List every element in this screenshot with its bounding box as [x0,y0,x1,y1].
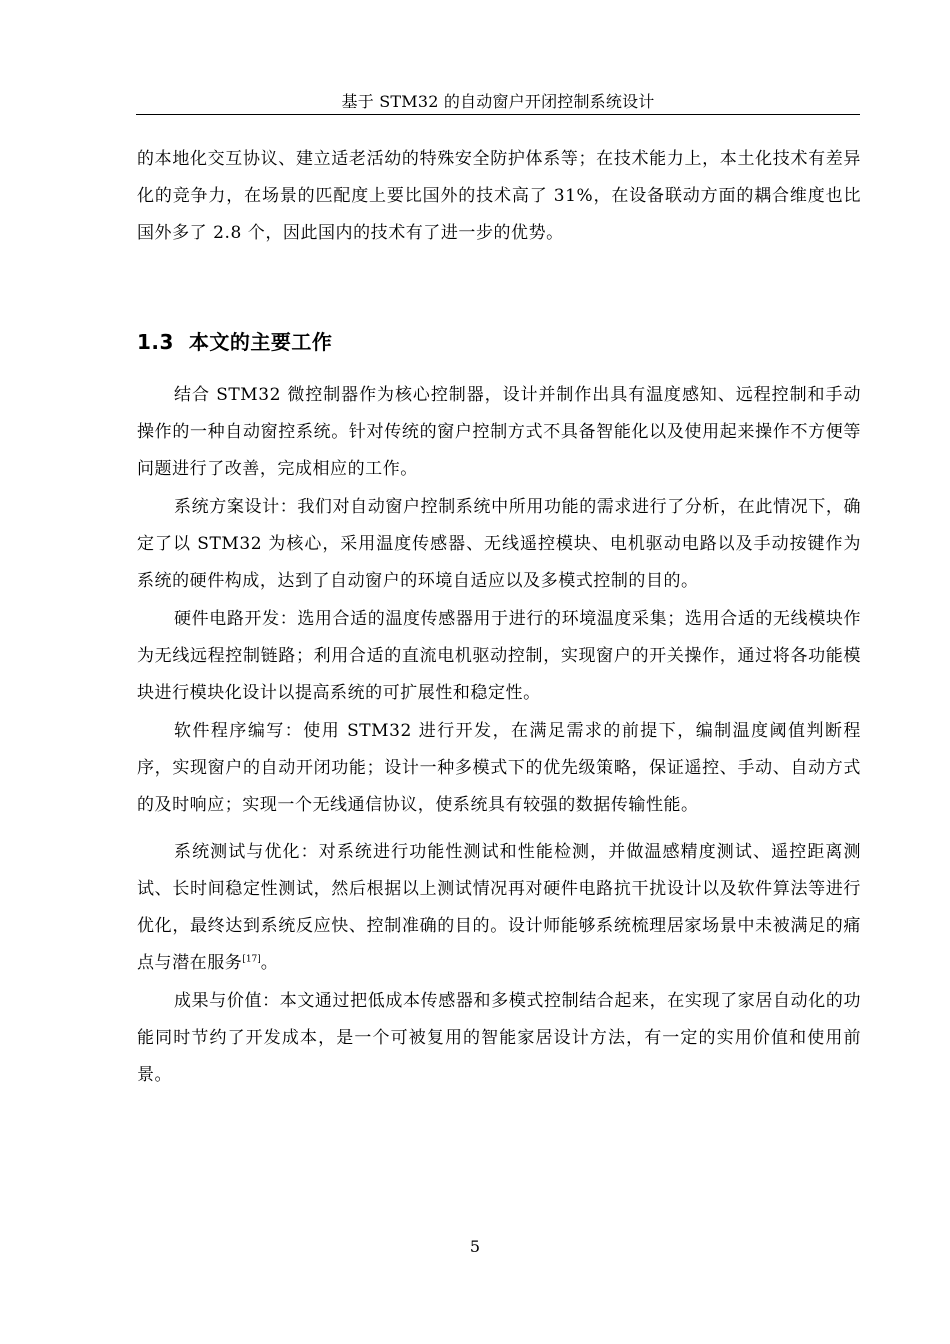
running-header: 基于 STM32 的自动窗户开闭控制系统设计 [341,92,655,111]
header-rule [136,114,860,115]
paragraph-testing-text: 系统测试与优化：对系统进行功能性测试和性能检测，并做温感精度测试、遥控距离测试、长时间稳定性测试，然后根据以上测试情况再对硬件电路抗干扰设计以及软件算法等进行优化，最终达到系统反应快、控制准确的目的。设计师能够系统梳理居家场景中未被满足的痛点与潜在服务 [137,842,861,973]
paragraph-software: 软件程序编写：使用 STM32 进行开发，在满足需求的前提下，编制温度阈值判断程序，实现窗户的自动开闭功能；设计一种多模式下的优先级策略，保证遥控、手动、自动方式的及时响应；实现一个无线通信协议，使系统具有较强的数据传输性能。 [137,721,861,815]
paragraph-testing-end: 。 [260,953,279,973]
paragraph-system-design: 系统方案设计：我们对自动窗户控制系统中所用功能的需求进行了分析，在此情况下，确定了以 STM32 为核心，采用温度传感器、无线遥控模块、电机驱动电路以及手动按键作为系统的硬件构成，达到了自动窗户的环境自适应以及多模式控制的目的。 [137,497,861,591]
paragraph-hardware: 硬件电路开发：选用合适的温度传感器用于进行的环境温度采集；选用合适的无线模块作为无线远程控制链路；利用合适的直流电机驱动控制，实现窗户的开关操作，通过将各功能模块进行模块化设计以提高系统的可扩展性和稳定性。 [137,609,861,703]
paragraph-overview: 结合 STM32 微控制器作为核心控制器，设计并制作出具有温度感知、远程控制和手动操作的一种自动窗控系统。针对传统的窗户控制方式不具备智能化以及使用起来操作不方便等问题进行了改善，完成相应的工作。 [137,385,861,479]
citation-17: [17] [242,954,261,965]
paragraph-testing [137,834,861,982]
section-title: 本文的主要工作 [188,330,333,354]
section-heading [137,324,332,360]
intro-paragraph: 的本地化交互协议、建立适老活幼的特殊安全防护体系等；在技术能力上，本土化技术有差异化的竞争力，在场景的匹配度上要比国外的技术高了 31%，在设备联动方面的耦合维度也比国外多了 2.8 个，因此国内的技术有了进一步的优势。 [137,149,861,243]
section-number: 1.3 [137,330,174,354]
paragraph-results: 成果与价值：本文通过把低成本传感器和多模式控制结合起来，在实现了家居自动化的功能同时节约了开发成本，是一个可被复用的智能家居设计方法，有一定的实用价值和使用前景。 [137,991,861,1085]
page-number: 5 [469,1237,481,1256]
